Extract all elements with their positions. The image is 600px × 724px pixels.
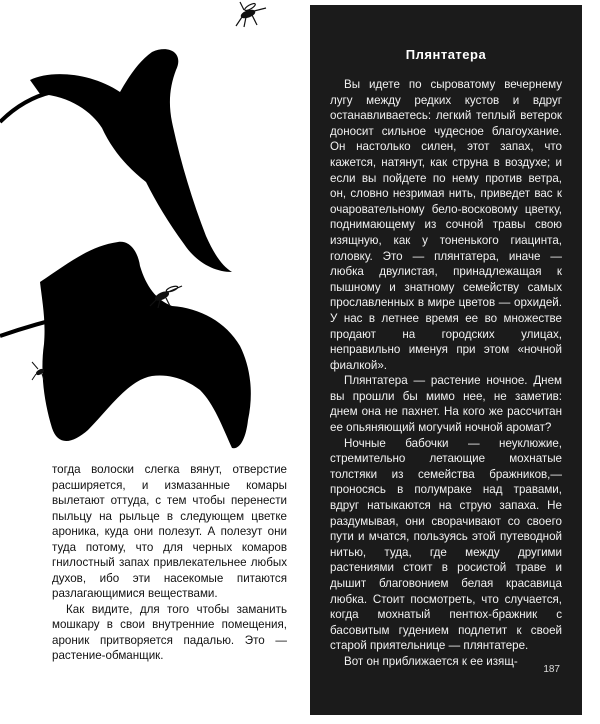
left-paragraph-2: Как видите, для того чтобы заманить мошкару в свои внутренние помещения, ароник притворяется падалью. Это — растение-обманщик. xyxy=(52,602,287,662)
article-paragraph-2: Плянтатера — растение ночное. Днем вы прошли бы мимо нее, не заметив: днем она не пахнет. На кого же рассчитан ее опьяняющий могучий ночной аромат? xyxy=(330,374,562,435)
left-paragraph-1: тогда волоски слегка вянут, отверстие расширяется, и измазанные комары вылетают оттуда, с тем чтобы перенести пыльцу на рыльце в следующем цветке ароника, куда они полезут. А полезут они туда потому, что для черных комаров гнилостный запах привлекательнее любых духов, ибо эти насекомые питаются разлагающимися веществами. xyxy=(52,463,287,600)
page-number: 187 xyxy=(543,664,560,675)
article-paragraph-1: Вы идете по сыроватому вечернему лугу между редких кустов и вдруг останавливаетесь: легкий теплый ветерок доносит сильное чудесное благоухание. Он настолько силен, этот запах, что кажется, натянут, как струна в воздухе; и если вы пойдете по нему против ветра, он, словно незримая нить, приведет вас к очаровательному бело-восковому цветку, поднимающему из сочной травы свою изящную, как у тоненького гиацинта, головку. Это — плянтатера, иначе — любка двулистая, принадлежащая к пышному и знатному семейству самых прославленных в мире цветов — орхидей. У нас в летнее время ее во множестве продают на городских улицах, неправильно именуя при этом «ночной фиалкой». xyxy=(330,78,562,372)
arum-flower-illustration xyxy=(0,0,300,460)
article-panel xyxy=(310,5,582,715)
lower-flower-spathe xyxy=(40,242,251,448)
article-title: Плянтатера xyxy=(405,47,487,62)
article-paragraph-4: Вот он приближается к ее изящ- xyxy=(344,654,518,668)
article-body xyxy=(330,77,562,670)
mosquito-top-icon xyxy=(236,2,266,27)
left-column-text xyxy=(52,462,287,664)
article-paragraph-3: Ночные бабочки — неуклюжие, стремительно летающие мохнатые толстяки из семейства бражников,— проносясь в полумраке над травами, вдруг натыкаются на струю запаха. Не раздумывая, они сворачивают со своего пути и мчатся, пользуясь этой путеводной нитью, туда, где между другими растениями стоит в росистой траве и дышит благовонием белая красавица любка. Стоит посмотреть, что случается, когда мохнатый пентюх-бражник с басовитым гудением подлетит к своей старой приятельнице — плянтатере. xyxy=(330,436,562,653)
upper-flower-spathe xyxy=(30,49,232,272)
